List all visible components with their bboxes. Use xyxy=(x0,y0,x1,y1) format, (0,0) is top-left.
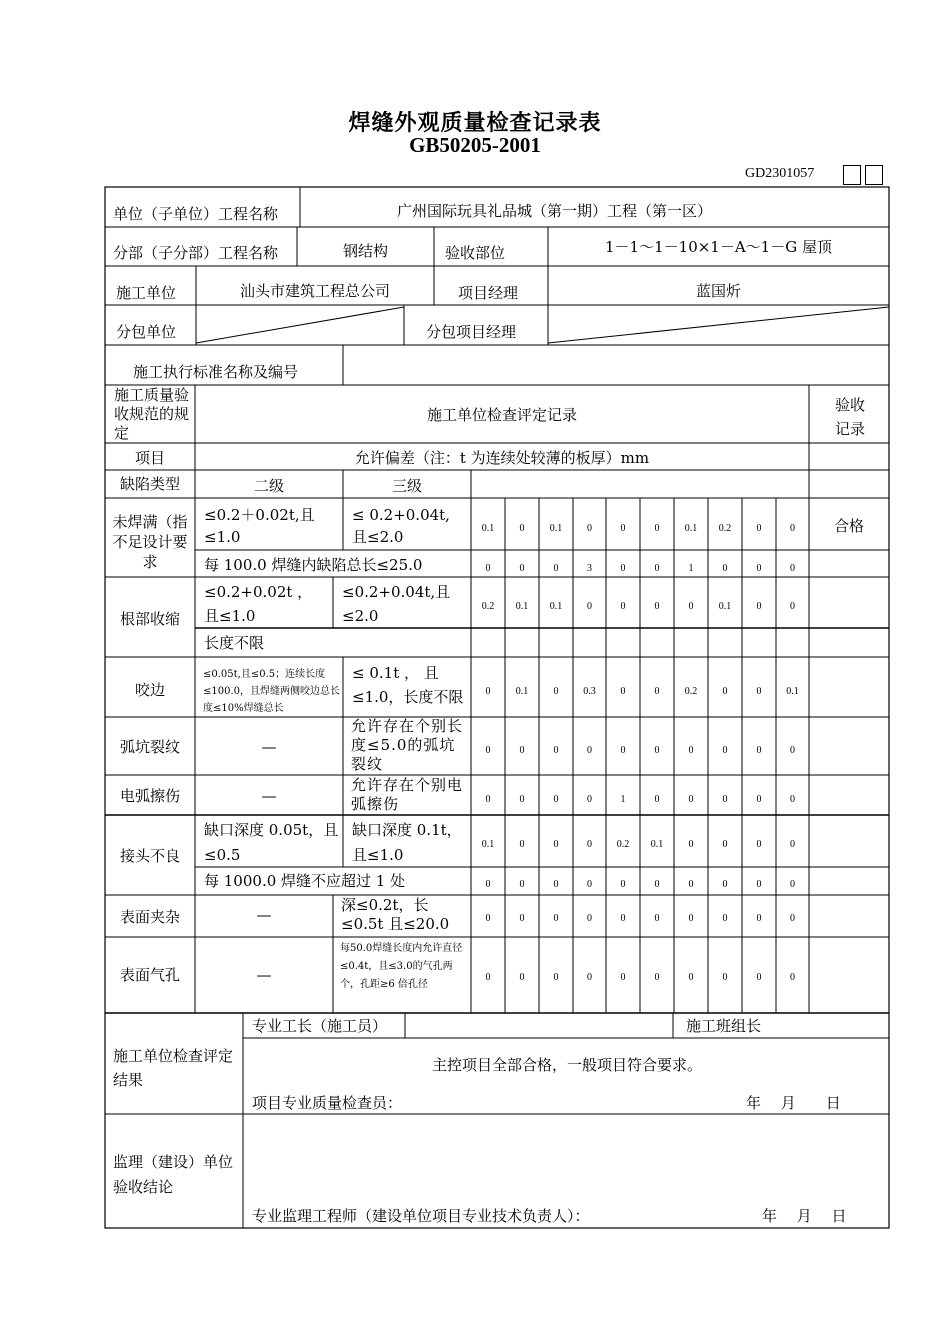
value-cell: 0 xyxy=(722,879,728,890)
value-cell: 0 xyxy=(756,972,762,983)
value-cell: 0 xyxy=(756,686,762,697)
value-cell: 0.1 xyxy=(515,601,529,612)
row-grade3: ≤ 0.1t ， 且 ≤1.0，长度不限 xyxy=(352,664,464,706)
row-name: 根部收缩 xyxy=(119,610,180,628)
value-cell: 0 xyxy=(553,972,559,983)
value-cell: 0 xyxy=(654,523,660,534)
value-cell: 0 xyxy=(519,879,525,890)
value-cell: 0.1 xyxy=(650,839,664,850)
value-cell: 0 xyxy=(722,794,728,805)
sub-pm-label: 分包项目经理 xyxy=(426,323,517,341)
value-cell: 0 xyxy=(519,913,525,924)
row-note: 每 1000.0 焊缝不应超过 1 处 xyxy=(204,872,406,890)
value-cell: 0.2 xyxy=(684,686,698,697)
value-cell: 0 xyxy=(688,839,694,850)
value-cell: 0 xyxy=(790,523,795,534)
value-cell: 0 xyxy=(722,972,728,983)
value-cell: 0 xyxy=(553,745,559,756)
value-cell: 0 xyxy=(620,745,626,756)
row-grade3: ≤0.2+0.04t,且≤2.0 xyxy=(342,583,451,625)
value-cell: 0 xyxy=(587,601,592,612)
row-grade2: — xyxy=(261,787,277,805)
value-cell: 0 xyxy=(620,601,626,612)
pm-value: 蓝国炘 xyxy=(695,282,741,300)
value-cell: 0 xyxy=(688,972,694,983)
value-cell: 0 xyxy=(756,879,762,890)
value-cell: 0 xyxy=(553,879,559,890)
value-cell: 0 xyxy=(756,794,762,805)
value-cell: 0 xyxy=(756,523,762,534)
value-cell: 0 xyxy=(654,745,660,756)
row-grade2: ≤0.05t,且≤0.5；连续长度≤100.0，且焊缝两侧咬边总长度≤10%焊缝总长 xyxy=(203,669,341,714)
grade2-header: 二级 xyxy=(253,477,284,495)
contractor-label: 施工单位 xyxy=(116,284,177,302)
value-cell: 0.1 xyxy=(786,686,799,697)
row-grade3: 每50.0焊缝长度内允许直径≤0.4t，且≤3.0的气孔两个，孔距≥6 倍孔径 xyxy=(340,943,463,990)
row-result: 合格 xyxy=(833,517,864,535)
foreman-label: 专业工长（施工员） xyxy=(252,1017,388,1035)
value-cell: 0 xyxy=(519,972,525,983)
sub-label: 分包单位 xyxy=(116,323,177,341)
value-cell: 0 xyxy=(620,686,626,697)
value-cell: 1 xyxy=(688,563,694,574)
row-grade3: 允许存在个别长度≤5.0的弧坑裂纹 xyxy=(351,717,464,773)
value-cell: 0 xyxy=(485,879,491,890)
date-label: 年 月 日 xyxy=(746,1094,841,1112)
value-cell: 0.2 xyxy=(616,839,630,850)
value-cell: 0.1 xyxy=(549,601,563,612)
value-cell: 0 xyxy=(587,972,592,983)
value-cell: 0 xyxy=(654,879,660,890)
row-name: 表面气孔 xyxy=(119,966,180,984)
value-cell: 0 xyxy=(790,563,795,574)
value-cell: 0 xyxy=(722,839,728,850)
value-cell: 3 xyxy=(587,563,592,574)
value-cell: 0 xyxy=(790,839,795,850)
row-grade3: 深≤0.2t，长≤0.5t 且≤20.0 xyxy=(341,896,450,933)
std-label: 施工执行标准名称及编号 xyxy=(133,363,299,381)
unit-label: 单位（子单位）工程名称 xyxy=(113,205,279,223)
value-cell: 0 xyxy=(620,972,626,983)
value-cell: 0 xyxy=(519,523,525,534)
value-cell: 0 xyxy=(553,913,559,924)
eval-conclusion: 主控项目全部合格，一般项目符合要求。 xyxy=(432,1056,703,1074)
team-leader-label: 施工班组长 xyxy=(686,1017,762,1035)
value-cell: 0 xyxy=(485,686,491,697)
value-cell: 0 xyxy=(654,686,660,697)
row-note: 每 100.0 焊缝内缺陷总长≤25.0 xyxy=(204,556,423,574)
row-grade3: 允许存在个别电弧擦伤 xyxy=(351,776,464,813)
value-cell: 0 xyxy=(553,839,559,850)
value-cell: 0 xyxy=(485,913,491,924)
value-cell: 0.1 xyxy=(718,601,732,612)
value-cell: 0.1 xyxy=(481,839,495,850)
form-code: GD2301057 xyxy=(745,166,815,181)
acceptance-label: 验收部位 xyxy=(445,244,506,262)
value-cell: 0 xyxy=(756,563,762,574)
engineer-label: 专业监理工程师（建设单位项目专业技术负责人）： xyxy=(252,1207,590,1225)
value-cell: 0 xyxy=(756,745,762,756)
row-grade2: ≤0.2＋0.02t,且≤1.0 xyxy=(204,506,315,546)
value-cell: 0 xyxy=(722,563,728,574)
value-cell: 0 xyxy=(654,972,660,983)
row-grade2: ≤0.2+0.02t ， 且≤1.0 xyxy=(204,583,313,625)
value-cell: 0.3 xyxy=(583,686,596,697)
value-cell: 0 xyxy=(790,601,795,612)
value-cell: 0.1 xyxy=(684,523,698,534)
value-cell: 0 xyxy=(553,794,559,805)
value-cell: 0 xyxy=(519,745,525,756)
value-cell: 0 xyxy=(756,913,762,924)
eval-label: 施工单位检查评定结果 xyxy=(113,1047,234,1089)
value-cell: 0 xyxy=(553,686,559,697)
row-name: 表面夹杂 xyxy=(119,908,180,926)
contractor-value: 汕头市建筑工程总公司 xyxy=(239,282,390,300)
value-cell: 0 xyxy=(756,601,762,612)
tolerance-header: 允许偏差（注：t 为连续处较薄的板厚）mm xyxy=(354,449,650,467)
value-cell: 0 xyxy=(620,879,626,890)
pm-label: 项目经理 xyxy=(458,284,519,302)
value-cell: 0 xyxy=(688,879,694,890)
value-cell: 0.1 xyxy=(515,686,529,697)
accept-header: 验收记录 xyxy=(834,396,865,438)
row-grade2: — xyxy=(261,738,277,756)
value-cell: 0 xyxy=(756,839,762,850)
row-grade3: 缺口深度 0.1t，且≤1.0 xyxy=(352,821,462,864)
item-header: 项目 xyxy=(134,449,165,467)
spec-header: 施工质量验收规范的规定 xyxy=(114,386,190,442)
row-name: 弧坑裂纹 xyxy=(119,738,180,756)
row-name: 咬边 xyxy=(134,681,165,699)
value-cell: 0 xyxy=(553,563,559,574)
supervisor-label: 监理（建设）单位验收结论 xyxy=(113,1153,234,1196)
value-cell: 0 xyxy=(688,913,694,924)
division-value: 钢结构 xyxy=(342,242,388,260)
value-cell: 0 xyxy=(790,913,795,924)
value-cell: 0 xyxy=(587,745,592,756)
value-cell: 0 xyxy=(620,563,626,574)
defect-type-header: 缺陷类型 xyxy=(119,475,180,493)
grade3-header: 三级 xyxy=(391,477,422,495)
value-cell: 0 xyxy=(519,839,525,850)
value-cell: 0 xyxy=(654,563,660,574)
value-cell: 0 xyxy=(722,913,728,924)
date-label-2: 年 月 日 xyxy=(762,1207,847,1225)
value-cell: 0 xyxy=(620,913,626,924)
value-cell: 0 xyxy=(654,601,660,612)
value-cell: 0 xyxy=(790,745,795,756)
value-cell: 0 xyxy=(790,972,795,983)
row-grade2: 缺口深度 0.05t，且≤0.5 xyxy=(204,821,339,864)
unit-value: 广州国际玩具礼品城（第一期）工程（第一区） xyxy=(396,202,712,220)
value-cell: 0.1 xyxy=(481,523,495,534)
value-cell: 0 xyxy=(790,794,795,805)
value-cell: 0 xyxy=(587,523,592,534)
value-cell: 0 xyxy=(722,745,728,756)
inspector-label: 项目专业质量检查员： xyxy=(252,1094,403,1112)
row-grade3: ≤ 0.2+0.04t, 且≤2.0 xyxy=(352,506,450,546)
value-cell: 0 xyxy=(485,745,491,756)
division-label: 分部（子分部）工程名称 xyxy=(113,244,279,262)
value-cell: 0 xyxy=(519,794,525,805)
row-name: 电弧擦伤 xyxy=(119,787,180,805)
row-grade2: — xyxy=(256,906,272,924)
value-cell: 0.2 xyxy=(718,523,732,534)
value-cell: 0 xyxy=(587,839,592,850)
value-cell: 0.1 xyxy=(549,523,563,534)
value-cell: 0 xyxy=(688,745,694,756)
value-cell: 0 xyxy=(654,913,660,924)
value-cell: 0 xyxy=(688,601,694,612)
value-cell: 0 xyxy=(620,523,626,534)
value-cell: 0 xyxy=(688,794,694,805)
value-cell: 0 xyxy=(485,794,491,805)
value-cell: 0 xyxy=(485,972,491,983)
row-name: 未焊满（指不足设计要求 xyxy=(112,513,188,571)
value-cell: 0 xyxy=(722,686,728,697)
row-note: 长度不限 xyxy=(204,634,265,652)
value-cell: 0.2 xyxy=(481,601,495,612)
row-name: 接头不良 xyxy=(119,847,180,865)
record-header: 施工单位检查评定记录 xyxy=(426,406,577,424)
value-cell: 0 xyxy=(654,794,660,805)
value-cell: 1 xyxy=(620,794,626,805)
value-cell: 0 xyxy=(587,913,592,924)
form-title: 焊缝外观质量检查记录表 xyxy=(348,110,602,136)
row-grade2: — xyxy=(256,966,272,984)
value-cell: 0 xyxy=(790,879,795,890)
acceptance-value: 1－1～1－10×1－A～1－G 屋顶 xyxy=(605,238,832,256)
form-standard: GB50205-2001 xyxy=(409,133,541,157)
value-cell: 0 xyxy=(587,794,592,805)
value-cell: 0 xyxy=(587,879,592,890)
value-cell: 0 xyxy=(485,563,491,574)
value-cell: 0 xyxy=(519,563,525,574)
